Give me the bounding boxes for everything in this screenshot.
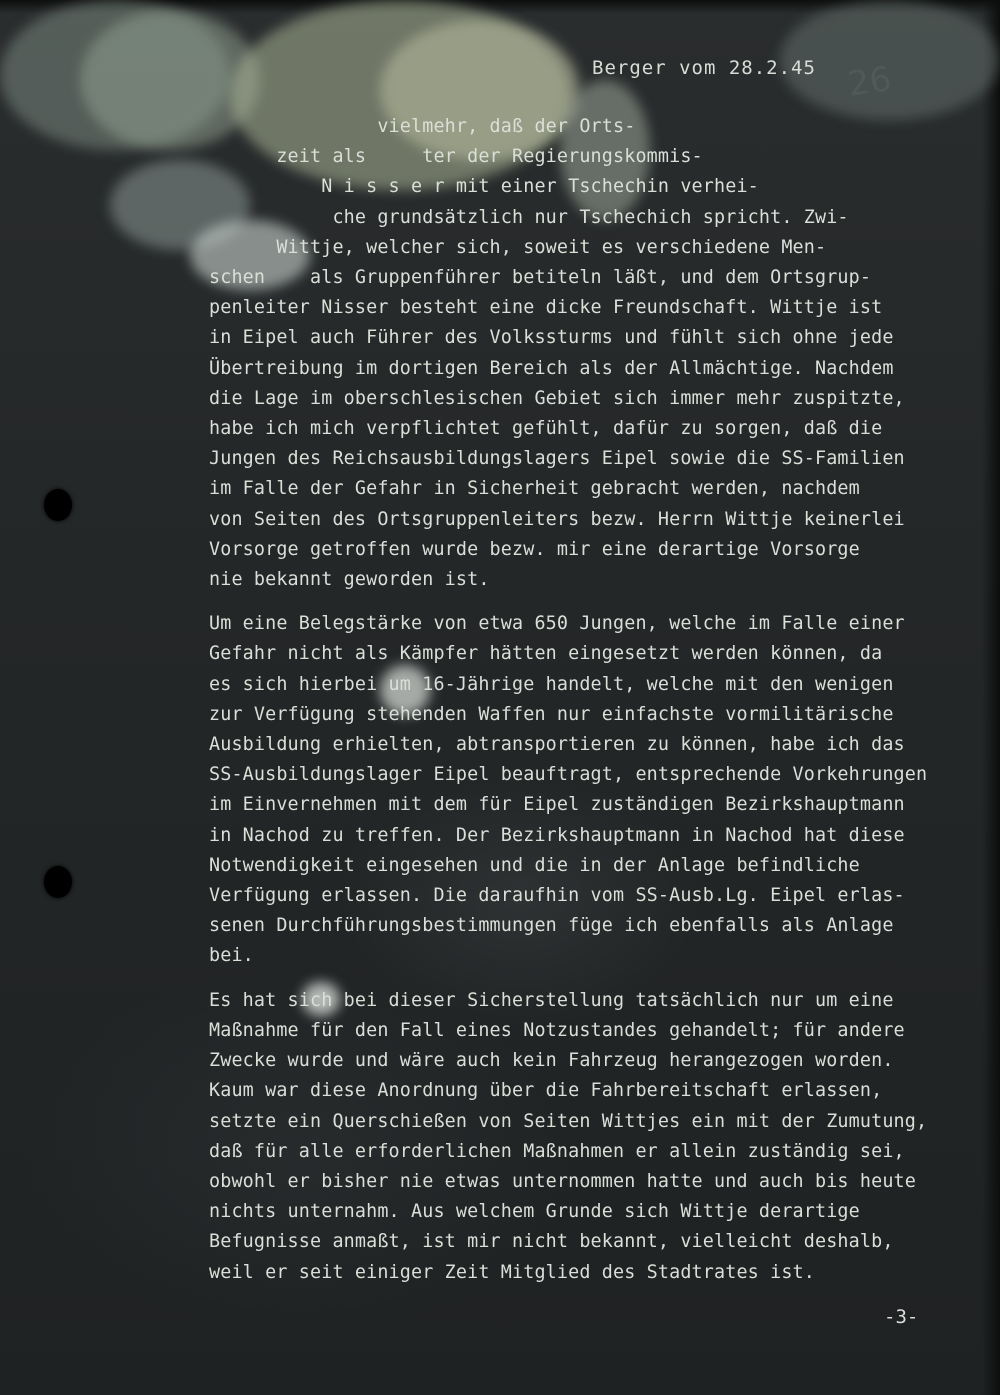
text-line: zeit als ter der Regierungskommis- [209, 146, 703, 168]
paragraph [209, 986, 969, 1288]
text-line: Wittje, welcher sich, soweit es verschiedene Men- [209, 236, 827, 258]
text-line: Es hat sich bei dieser Sicherstellung tatsächlich nur um eine [209, 989, 894, 1011]
text-line: Ausbildung erhielten, abtransportieren zu können, habe ich das [209, 734, 905, 756]
text-line: habe ich mich verpflichtet gefühlt, dafür zu sorgen, daß die [209, 418, 883, 440]
text-line: setzte ein Querschießen von Seiten Wittjes ein mit der Zumutung, [209, 1110, 928, 1132]
text-line: penleiter Nisser besteht eine dicke Freundschaft. Wittje ist [209, 297, 883, 319]
punch-hole-lower [44, 866, 72, 898]
page-number: -3- [884, 1306, 919, 1328]
text-line: Zwecke wurde und wäre auch kein Fahrzeug herangezogen worden. [209, 1050, 894, 1072]
text-line: im Einvernehmen mit dem für Eipel zuständigen Bezirkshauptmann [209, 794, 905, 816]
paragraph [209, 609, 969, 971]
text-line: nichts unternahm. Aus welchem Grunde sich Wittje derartige [209, 1201, 860, 1223]
scan-right-edge-shadow [982, 0, 1000, 1395]
text-line: Befugnisse anmaßt, ist mir nicht bekannt, vielleicht deshalb, [209, 1231, 894, 1253]
text-line: obwohl er bisher nie etwas unternommen hatte und auch bis heute [209, 1170, 916, 1192]
text-line: in Eipel auch Führer des Volkssturms und fühlt sich ohne jede [209, 327, 894, 349]
text-line: weil er seit einiger Zeit Mitglied des Stadtrates ist. [209, 1261, 815, 1283]
punch-hole-upper [44, 489, 72, 521]
text-line: che grundsätzlich nur Tschechich spricht. Zwi- [209, 206, 849, 228]
text-line: zur Verfügung stehenden Waffen nur einfachste vormilitärische [209, 703, 894, 725]
letter-body [209, 112, 969, 1288]
text-line: im Falle der Gefahr in Sicherheit gebracht werden, nachdem [209, 478, 860, 500]
text-line: Gefahr nicht als Kämpfer hätten eingesetzt werden können, da [209, 643, 883, 665]
text-line: daß für alle erforderlichen Maßnahmen er allein zuständig sei, [209, 1140, 905, 1162]
text-line: von Seiten des Ortsgruppenleiters bezw. Herrn Wittje keinerlei [209, 508, 905, 530]
text-line: Notwendigkeit eingesehen und die in der Anlage befindliche [209, 854, 860, 876]
text-line: SS-Ausbildungslager Eipel beauftragt, entsprechende Vorkehrungen [209, 764, 928, 786]
text-line: N i s s e r mit einer Tschechin verhei- [209, 176, 759, 198]
text-line: schen als Gruppenführer betiteln läßt, und dem Ortsgrup- [209, 267, 872, 289]
letter-reference-header: Berger vom 28.2.45 [592, 57, 816, 79]
text-line: Jungen des Reichsausbildungslagers Eipel sowie die SS-Familien [209, 448, 905, 470]
text-line: in Nachod zu treffen. Der Bezirkshauptmann in Nachod hat diese [209, 824, 905, 846]
text-line: es sich hierbei um 16-Jährige handelt, welche mit den wenigen [209, 673, 894, 695]
handwritten-page-mark: 26 [845, 59, 894, 105]
paragraph [209, 112, 969, 595]
text-line: Vorsorge getroffen wurde bezw. mir eine derartige Vorsorge [209, 538, 860, 560]
text-line: Um eine Belegstärke von etwa 650 Jungen, welche im Falle einer [209, 613, 905, 635]
text-line: vielmehr, daß der Orts- [209, 116, 636, 137]
text-line: Kaum war diese Anordnung über die Fahrbereitschaft erlassen, [209, 1080, 883, 1102]
text-line: nie bekannt geworden ist. [209, 569, 490, 591]
text-line: Übertreibung im dortigen Bereich als der Allmächtige. Nachdem [209, 357, 894, 379]
text-line: die Lage im oberschlesischen Gebiet sich immer mehr zuspitzte, [209, 387, 905, 409]
text-line: senen Durchführungsbestimmungen füge ich ebenfalls als Anlage [209, 915, 894, 937]
text-line: Maßnahme für den Fall eines Notzustandes gehandelt; für andere [209, 1019, 905, 1041]
text-line: Verfügung erlassen. Die daraufhin vom SS-Ausb.Lg. Eipel erlas- [209, 885, 905, 907]
text-line: bei. [209, 945, 254, 967]
